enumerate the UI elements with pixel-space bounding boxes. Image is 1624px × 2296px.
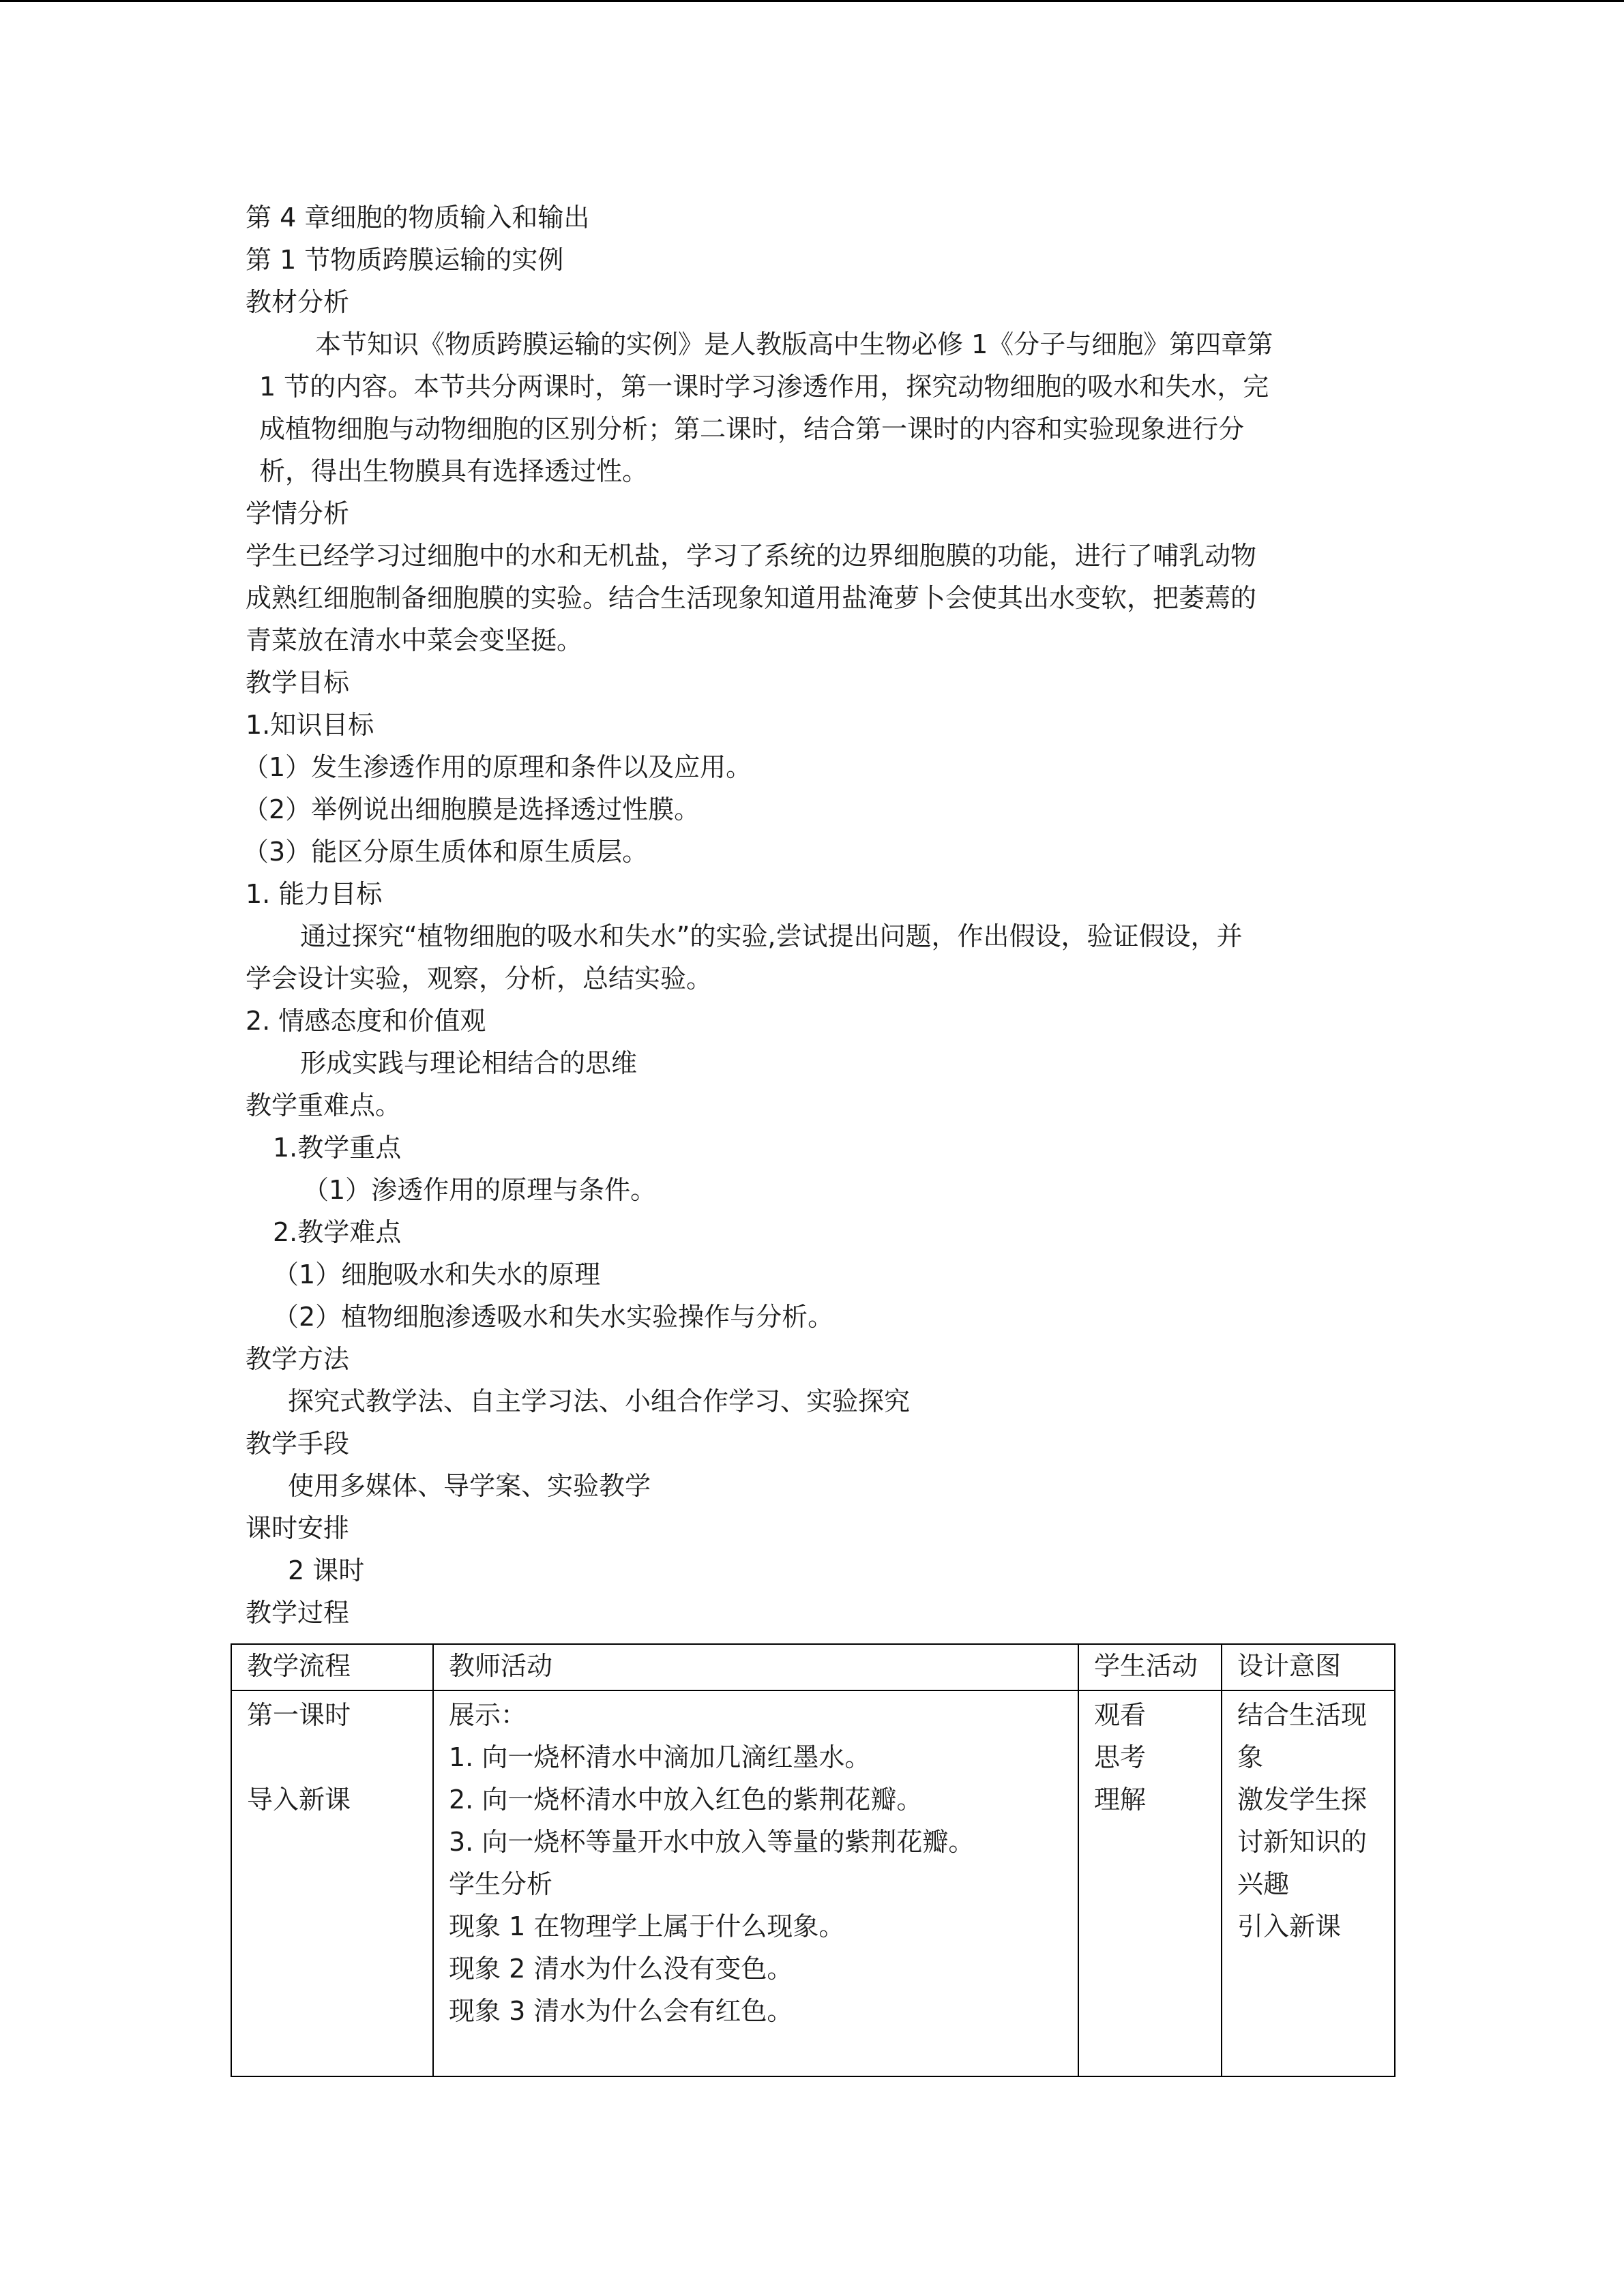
cell-line: 第一课时 <box>247 1700 351 1730</box>
paragraph-line: 学会设计实验，观察，分析，总结实验。 <box>246 964 713 994</box>
table-header-cell: 设计意图 <box>1222 1644 1395 1690</box>
paragraph-line: 学生已经学习过细胞中的水和无机盐，学习了系统的边界细胞膜的功能，进行了哺乳动物 <box>246 541 1257 571</box>
paragraph-line: 析，得出生物膜具有选择透过性。 <box>259 456 649 486</box>
subheading-ability-goal: 1. 能力目标 <box>246 879 383 909</box>
difficult-point-item: （1）细胞吸水和失水的原理 <box>273 1259 601 1289</box>
subheading-knowledge-goal: 1.知识目标 <box>246 710 374 740</box>
subheading-values-goal: 2. 情感态度和价值观 <box>246 1006 486 1036</box>
difficult-point-item: （2）植物细胞渗透吸水和失水实验操作与分析。 <box>273 1302 834 1332</box>
heading-student-analysis: 学情分析 <box>246 498 350 528</box>
table-cell-teacher-activity <box>433 1690 1078 2076</box>
paragraph-line: 成熟红细胞制备细胞膜的实验。结合生活现象知道用盐淹萝卜会使其出水变软，把萎蔫的 <box>246 583 1257 613</box>
heading-lesson-schedule: 课时安排 <box>246 1513 350 1543</box>
cell-line: 结合生活现 <box>1237 1700 1368 1730</box>
table-cell-flow <box>231 1690 433 2076</box>
paragraph-line: 通过探究“植物细胞的吸水和失水”的实验,尝试提出问题，作出假设，验证假设，并 <box>300 921 1243 951</box>
cell-line: 现象 3 清水为什么会有红色。 <box>449 1996 793 2026</box>
table-header-cell: 教学流程 <box>231 1644 433 1690</box>
table-header-cell: 教师活动 <box>433 1644 1078 1690</box>
cell-line: 现象 1 在物理学上属于什么现象。 <box>449 1911 845 1941</box>
paragraph-line: 本节知识《物质跨膜运输的实例》是人教版高中生物必修 1《分子与细胞》第四章第 <box>315 329 1273 359</box>
goal-item: （1）发生渗透作用的原理和条件以及应用。 <box>243 752 752 782</box>
cell-line: 3. 向一烧杯等量开水中放入等量的紫荆花瓣。 <box>449 1827 975 1857</box>
cell-line: 激发学生探 <box>1237 1785 1368 1815</box>
paragraph-line: 使用多媒体、导学案、实验教学 <box>288 1471 651 1501</box>
table-row <box>231 1690 1395 2076</box>
paragraph-line: 探究式教学法、自主学习法、小组合作学习、实验探究 <box>288 1386 911 1416</box>
goal-item: （2）举例说出细胞膜是选择透过性膜。 <box>243 794 700 824</box>
section-title: 第 1 节物质跨膜运输的实例 <box>246 245 564 275</box>
table-header-row <box>231 1644 1395 1690</box>
paragraph-line: 2 课时 <box>288 1555 365 1585</box>
cell-line: 展示： <box>449 1700 527 1730</box>
subheading-difficult-points: 2.教学难点 <box>273 1217 402 1247</box>
paragraph-line: 青菜放在清水中菜会变坚挺。 <box>246 625 583 655</box>
cell-line: 观看 <box>1094 1700 1147 1730</box>
cell-line: 现象 2 清水为什么没有变色。 <box>449 1954 793 1984</box>
heading-teaching-process: 教学过程 <box>246 1598 350 1628</box>
cell-line: 思考 <box>1094 1742 1147 1772</box>
subheading-key-points: 1.教学重点 <box>273 1133 402 1163</box>
heading-key-difficult-points: 教学重难点。 <box>246 1090 402 1120</box>
paragraph-line: 成植物细胞与动物细胞的区别分析；第二课时，结合第一课时的内容和实验现象进行分 <box>259 414 1245 444</box>
cell-line: 1. 向一烧杯清水中滴加几滴红墨水。 <box>449 1742 871 1772</box>
cell-line: 引入新课 <box>1237 1911 1342 1941</box>
cell-line: 讨新知识的 <box>1237 1827 1368 1857</box>
cell-line: 理解 <box>1094 1785 1147 1815</box>
table-header-cell: 学生活动 <box>1078 1644 1222 1690</box>
cell-line: 导入新课 <box>247 1785 351 1815</box>
key-point-item: （1）渗透作用的原理与条件。 <box>303 1175 657 1205</box>
chapter-title: 第 4 章细胞的物质输入和输出 <box>246 203 590 233</box>
cell-line: 学生分析 <box>449 1869 553 1899</box>
table-cell-student-activity <box>1078 1690 1222 2076</box>
heading-teaching-means: 教学手段 <box>246 1429 350 1459</box>
heading-teaching-goals: 教学目标 <box>246 668 350 698</box>
heading-teaching-methods: 教学方法 <box>246 1344 350 1374</box>
cell-spacer <box>247 1736 432 1778</box>
heading-textbook-analysis: 教材分析 <box>246 287 350 317</box>
cell-line: 兴趣 <box>1237 1869 1290 1899</box>
goal-item: （3）能区分原生质体和原生质层。 <box>243 837 649 867</box>
paragraph-line: 形成实践与理论相结合的思维 <box>300 1048 638 1078</box>
teaching-process-table <box>231 1643 1396 2077</box>
top-border-line <box>0 0 1624 2</box>
cell-line: 象 <box>1237 1742 1264 1772</box>
table-cell-design-intent <box>1222 1690 1395 2076</box>
cell-line: 2. 向一烧杯清水中放入红色的紫荆花瓣。 <box>449 1785 923 1815</box>
paragraph-line: 1 节的内容。本节共分两课时，第一课时学习渗透作用，探究动物细胞的吸水和失水，完 <box>259 372 1269 402</box>
